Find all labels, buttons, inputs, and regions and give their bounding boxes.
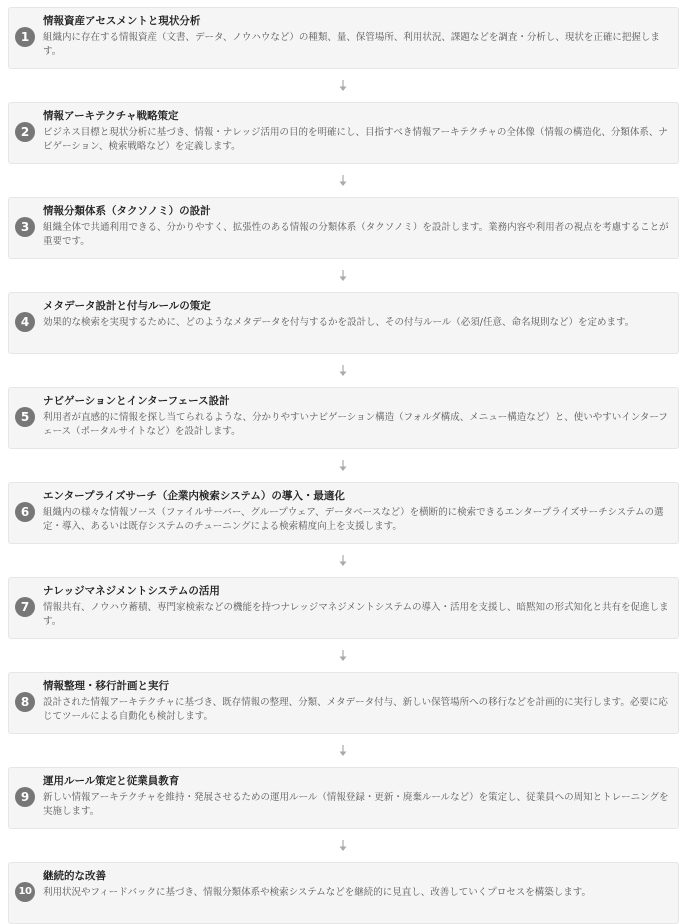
step-card-9 — [8, 767, 679, 829]
step-card-4 — [8, 292, 679, 354]
step-number-badge: 2 — [15, 122, 35, 142]
step-title: エンタープライズサーチ（企業内検索システム）の導入・最適化 — [43, 490, 345, 502]
step-card-3 — [8, 197, 679, 259]
step-number-badge: 7 — [15, 597, 35, 617]
step-description: 効果的な検索を実現するために、どのようなメタデータを付与するかを設計し、その付与ルール（必須/任意、命名規則など）を定めます。 — [43, 317, 635, 328]
step-card-7 — [8, 577, 679, 639]
down-arrow-icon — [338, 365, 348, 377]
down-arrow-icon — [338, 460, 348, 472]
step-card-2 — [8, 102, 679, 164]
step-number-badge: 9 — [15, 787, 35, 807]
step-title: 運用ルール策定と従業員教育 — [43, 775, 180, 787]
down-arrow-icon — [338, 555, 348, 567]
step-title: メタデータ設計と付与ルールの策定 — [43, 300, 211, 312]
step-number-badge: 3 — [15, 217, 35, 237]
down-arrow-icon — [338, 270, 348, 282]
step-description: 組織全体で共通利用できる、分かりやすく、拡張性のある情報の分類体系（タクソノミ）を設計します。業務内容や利用者の視点を考慮することが重要です。 — [43, 222, 669, 247]
step-title: ナレッジマネジメントシステムの活用 — [43, 585, 220, 597]
step-description: ビジネス目標と現状分析に基づき、情報・ナレッジ活用の目的を明確にし、目指すべき情報アーキテクチャの全体像（情報の構造化、分類体系、ナビゲーション、検索戦略など）を定義します。 — [43, 127, 668, 152]
step-description: 利用状況やフィードバックに基づき、情報分類体系や検索システムなどを継続的に見直し、改善していくプロセスを構築します。 — [43, 887, 591, 898]
step-card-10 — [8, 862, 679, 924]
step-card-1 — [8, 7, 679, 69]
step-number-badge: 5 — [15, 407, 35, 427]
step-title: 情報分類体系（タクソノミ）の設計 — [43, 205, 211, 217]
down-arrow-icon — [338, 80, 348, 92]
step-description: 情報共有、ノウハウ蓄積、専門家検索などの機能を持つナレッジマネジメントシステムの導入・活用を支援し、暗黙知の形式知化と共有を促進します。 — [43, 602, 669, 627]
step-description: 新しい情報アーキテクチャを維持・発展させるための運用ルール（情報登録・更新・廃棄ルールなど）を策定し、従業員への周知とトレーニングを実施します。 — [43, 792, 669, 817]
step-number-badge: 8 — [15, 692, 35, 712]
down-arrow-icon — [338, 175, 348, 187]
step-number-badge: 6 — [15, 502, 35, 522]
step-number-badge: 10 — [15, 882, 35, 902]
step-card-6 — [8, 482, 679, 544]
step-title: ナビゲーションとインターフェース設計 — [43, 395, 230, 407]
step-card-8 — [8, 672, 679, 734]
step-title: 継続的な改善 — [43, 870, 106, 882]
step-number-badge: 4 — [15, 312, 35, 332]
process-flow — [8, 7, 679, 924]
down-arrow-icon — [338, 840, 348, 852]
down-arrow-icon — [338, 650, 348, 662]
down-arrow-icon — [338, 745, 348, 757]
step-title: 情報整理・移行計画と実行 — [43, 680, 169, 692]
step-title: 情報アーキテクチャ戦略策定 — [43, 110, 179, 122]
step-title: 情報資産アセスメントと現状分析 — [43, 15, 201, 27]
step-description: 設計された情報アーキテクチャに基づき、既存情報の整理、分類、メタデータ付与、新しい保管場所への移行などを計画的に実行します。必要に応じてツールによる自動化も検討します。 — [43, 697, 668, 722]
step-description: 組織内の様々な情報ソース（ファイルサーバー、グループウェア、データベースなど）を横断的に検索できるエンタープライズサーチシステムの選定・導入、あるいは既存システムのチューニングによる検索精度向上を支援します。 — [43, 507, 664, 532]
step-description: 利用者が直感的に情報を探し当てられるような、分かりやすいナビゲーション構造（フォルダ構成、メニュー構造など）と、使いやすいインターフェース（ポータルサイトなど）を設計します。 — [43, 412, 668, 437]
step-card-5 — [8, 387, 679, 449]
step-number-badge: 1 — [15, 27, 35, 47]
step-description: 組織内に存在する情報資産（文書、データ、ノウハウなど）の種類、量、保管場所、利用状況、課題などを調査・分析し、現状を正確に把握します。 — [43, 32, 660, 57]
